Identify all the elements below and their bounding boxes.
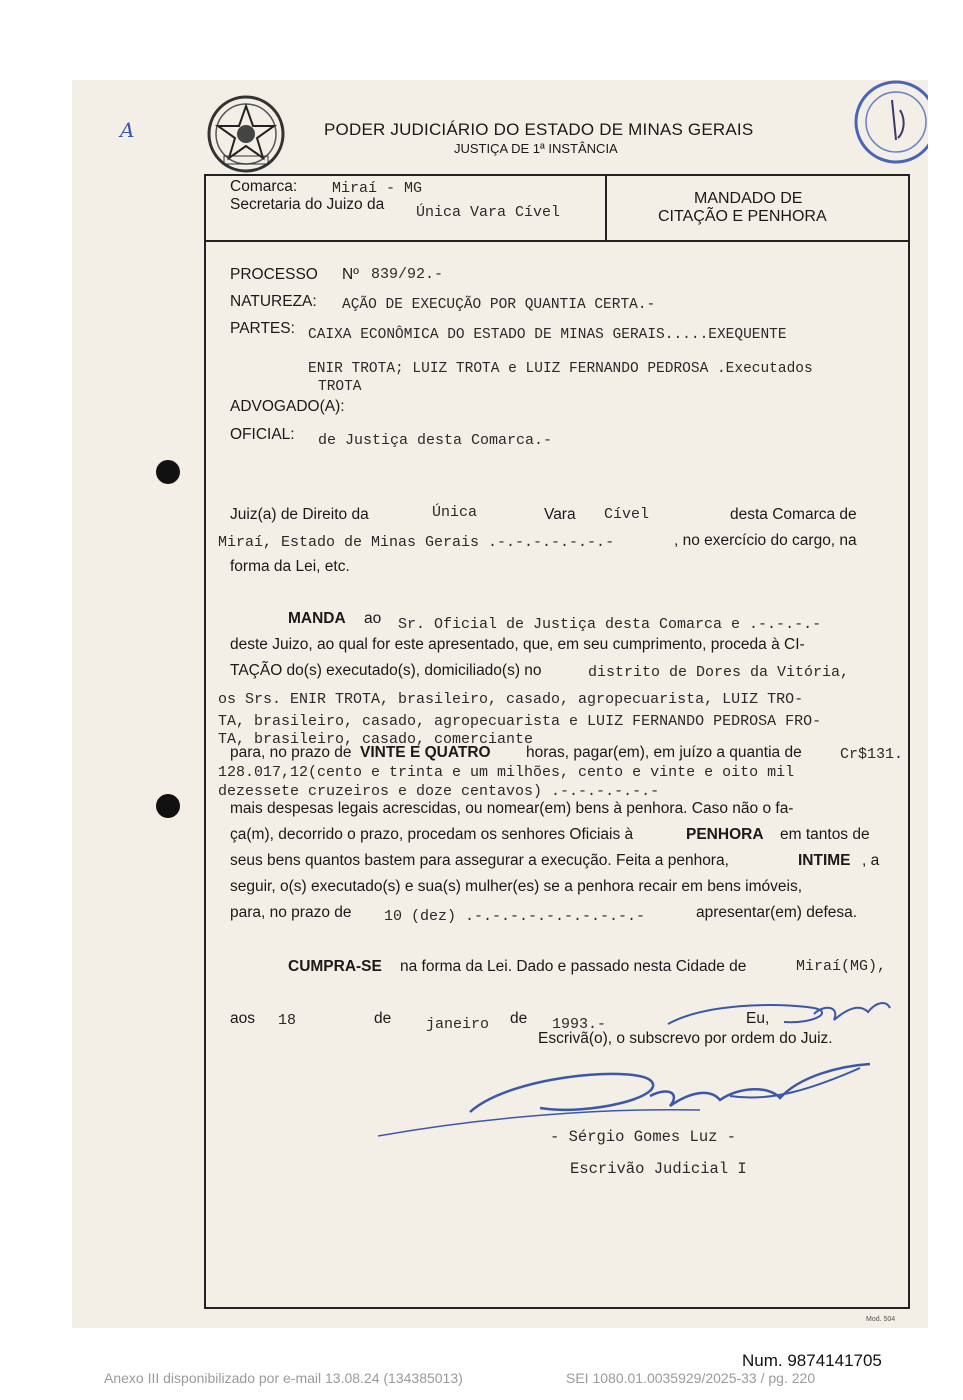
signatory-name: - Sérgio Gomes Luz - bbox=[550, 1128, 737, 1146]
date-de-2: de bbox=[510, 1010, 528, 1027]
judge-text-4: , no exercício do cargo, na bbox=[674, 532, 857, 549]
secretaria-label: Secretaria do Juizo da bbox=[230, 196, 385, 213]
closing-text: na forma da Lei. Dado e passado nesta Cidade de bbox=[400, 958, 747, 975]
manda-officer: Sr. Oficial de Justiça desta Comarca e .-.-.-.- bbox=[398, 616, 822, 633]
clerk-initial-signature bbox=[664, 994, 894, 1036]
document-sheet bbox=[72, 80, 928, 1328]
oficial-value: de Justiça desta Comarca.- bbox=[318, 432, 553, 449]
secretaria-value: Única Vara Cível bbox=[416, 204, 561, 221]
amount-line-3: dezessete cruzeiros e doze centavos) .-.-.-.-.-.- bbox=[218, 783, 660, 800]
penhora-emphasis: PENHORA bbox=[686, 826, 764, 843]
judge-vara-b: Cível bbox=[604, 506, 650, 523]
manda-line-6a: ça(m), decorrido o prazo, procedam os senhores Oficiais à bbox=[230, 826, 634, 843]
partes-label: PARTES: bbox=[230, 320, 295, 337]
advogado-label: ADVOGADO(A): bbox=[230, 398, 345, 415]
oficial-label: OFICIAL: bbox=[230, 426, 295, 443]
court-stamp-icon bbox=[834, 80, 928, 170]
closing-city: Miraí(MG), bbox=[796, 958, 887, 975]
manda-word: MANDA bbox=[288, 610, 346, 627]
judge-text-3: desta Comarca de bbox=[730, 506, 857, 523]
manda-prazo-emphasis: VINTE E QUATRO bbox=[360, 744, 491, 761]
manda-line-4a: para, no prazo de bbox=[230, 744, 352, 761]
margin-note: A bbox=[120, 118, 135, 142]
manda-district: distrito de Dores da Vitória, bbox=[588, 664, 850, 681]
judge-vara-a: Única bbox=[432, 504, 478, 521]
typed-line-2: TA, brasileiro, casado, agropecuarista e LUIZ FERNANDO PEDROSA FRO- bbox=[218, 713, 822, 730]
typed-line-3: TA, brasileiro, casado, comerciante bbox=[218, 731, 534, 748]
form-box bbox=[204, 174, 910, 1309]
natureza-label: NATUREZA: bbox=[230, 293, 317, 310]
header-divider bbox=[605, 176, 607, 240]
defense-deadline: 10 (dez) .-.-.-.-.-.-.-.-.-.- bbox=[384, 908, 646, 925]
judge-text-5: forma da Lei, etc. bbox=[230, 558, 350, 575]
judge-cidade: Miraí, Estado de Minas Gerais .-.-.-.-.-.-.- bbox=[218, 534, 615, 551]
numero-label: Nº bbox=[342, 266, 359, 283]
partes-line1: CAIXA ECONÔMICA DO ESTADO DE MINAS GERAIS.....EXEQUENTE bbox=[308, 327, 787, 343]
manda-line-3: TAÇÃO do(s) executado(s), domiciliado(s) no bbox=[230, 662, 542, 679]
partes-line2: ENIR TROTA; LUIZ TROTA e LUIZ FERNANDO PEDROSA .Executados bbox=[308, 361, 813, 377]
processo-label: PROCESSO bbox=[230, 266, 318, 283]
form-header-row bbox=[206, 176, 908, 242]
header-title: PODER JUDICIÁRIO DO ESTADO DE MINAS GERAIS bbox=[324, 120, 754, 139]
amount-line-1: Cr$131. bbox=[840, 746, 904, 763]
judge-text-2: Vara bbox=[544, 506, 576, 523]
manda-line-8: seguir, o(s) executado(s) e sua(s) mulher(es) se a penhora recair em bens imóveis, bbox=[230, 878, 803, 895]
form-code: Mod. 504 bbox=[866, 1316, 896, 1323]
cumpra-se: CUMPRA-SE bbox=[288, 958, 382, 975]
manda-line-2: deste Juizo, ao qual for este apresentado, que, em seu cumprimento, proceda à CI- bbox=[230, 636, 805, 653]
date-de-1: de bbox=[374, 1010, 392, 1027]
judge-text-1: Juiz(a) de Direito da bbox=[230, 506, 369, 523]
date-month: janeiro bbox=[426, 1016, 490, 1033]
comarca-value: Miraí - MG bbox=[332, 180, 423, 197]
manda-line-6c: em tantos de bbox=[780, 826, 870, 843]
signatory-role: Escrivão Judicial I bbox=[570, 1160, 747, 1178]
manda-line-7c: , a bbox=[862, 852, 880, 869]
comarca-label: Comarca: bbox=[230, 178, 298, 195]
intime-emphasis: INTIME bbox=[798, 852, 851, 869]
escriva-line: Escrivã(o), o subscrevo por ordem do Juiz. bbox=[538, 1030, 833, 1047]
manda-line-5: mais despesas legais acrescidas, ou nomear(em) bens à penhora. Caso não o fa- bbox=[230, 800, 794, 817]
date-aos: aos bbox=[230, 1010, 255, 1027]
coat-of-arms-seal-icon bbox=[206, 94, 286, 174]
partes-line3: TROTA bbox=[318, 379, 362, 395]
punch-hole-top bbox=[156, 460, 180, 484]
natureza-value: AÇÃO DE EXECUÇÃO POR QUANTIA CERTA.- bbox=[342, 297, 656, 313]
doc-title-line1: MANDADO DE bbox=[694, 190, 803, 207]
manda-line-4c: horas, pagar(em), em juízo a quantia de bbox=[526, 744, 802, 761]
manda-line-9a: para, no prazo de bbox=[230, 904, 352, 921]
numero-value: 839/92.- bbox=[371, 266, 444, 283]
doc-title-line2: CITAÇÃO E PENHORA bbox=[658, 208, 827, 225]
date-day: 18 bbox=[278, 1012, 297, 1029]
typed-line-1: os Srs. ENIR TROTA, brasileiro, casado, agropecuarista, LUIZ TRO- bbox=[218, 691, 804, 708]
manda-line-9c: apresentar(em) defesa. bbox=[696, 904, 858, 921]
date-year: 1993.- bbox=[552, 1016, 607, 1033]
footer-annex: Anexo III disponibilizado por e-mail 13.08.24 (134385013) bbox=[104, 1370, 463, 1386]
amount-line-2: 128.017,12(cento e trinta e um milhões, cento e vinte e oito mil bbox=[218, 764, 795, 781]
footer-sei: SEI 1080.01.0035929/2025-33 / pg. 220 bbox=[566, 1370, 816, 1386]
header-subtitle: JUSTIÇA DE 1ª INSTÂNCIA bbox=[454, 141, 618, 156]
manda-ao: ao bbox=[364, 610, 382, 627]
escriva-eu: Eu, bbox=[746, 1010, 770, 1027]
punch-hole-bottom bbox=[156, 794, 180, 818]
document-number: Num. 9874141705 bbox=[742, 1351, 882, 1370]
manda-line-7a: seus bens quantos bastem para assegurar a execução. Feita a penhora, bbox=[230, 852, 729, 869]
